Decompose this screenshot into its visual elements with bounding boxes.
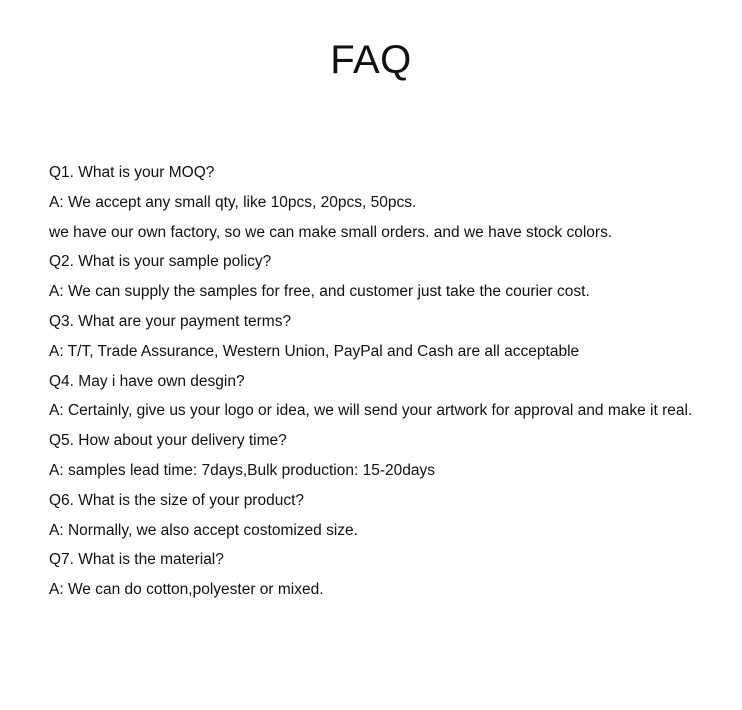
answer-1-line-2: we have our own factory, so we can make small orders. and we have stock colors.: [49, 223, 613, 241]
question-3: Q3. What are your payment terms?: [49, 312, 292, 330]
answer-3: A: T/T, Trade Assurance, Western Union, PayPal and Cash are all acceptable: [49, 342, 580, 360]
answer-4: A: Certainly, give us your logo or idea, we will send your artwork for approval and make it real.: [49, 402, 693, 420]
page-title: FAQ: [330, 38, 412, 82]
question-1: Q1. What is your MOQ?: [49, 164, 215, 181]
question-6: Q6. What is the size of your product?: [49, 491, 305, 509]
question-4: Q4. May i have own desgin?: [49, 372, 245, 390]
answer-5: A: samples lead time: 7days,Bulk production: 15-20days: [49, 461, 435, 479]
answer-1-line-1: A: We accept any small qty, like 10pcs, 20pcs, 50pcs.: [49, 193, 417, 211]
answer-7: A: We can do cotton,polyester or mixed.: [49, 581, 324, 599]
answer-6: A: Normally, we also accept costomized size.: [49, 521, 358, 539]
answer-2: A: We can supply the samples for free, and customer just take the courier cost.: [49, 283, 590, 301]
question-2: Q2. What is your sample policy?: [49, 253, 272, 271]
faq-list: [49, 158, 739, 605]
question-7: Q7. What is the material?: [49, 551, 224, 569]
question-5: Q5. How about your delivery time?: [49, 432, 287, 450]
